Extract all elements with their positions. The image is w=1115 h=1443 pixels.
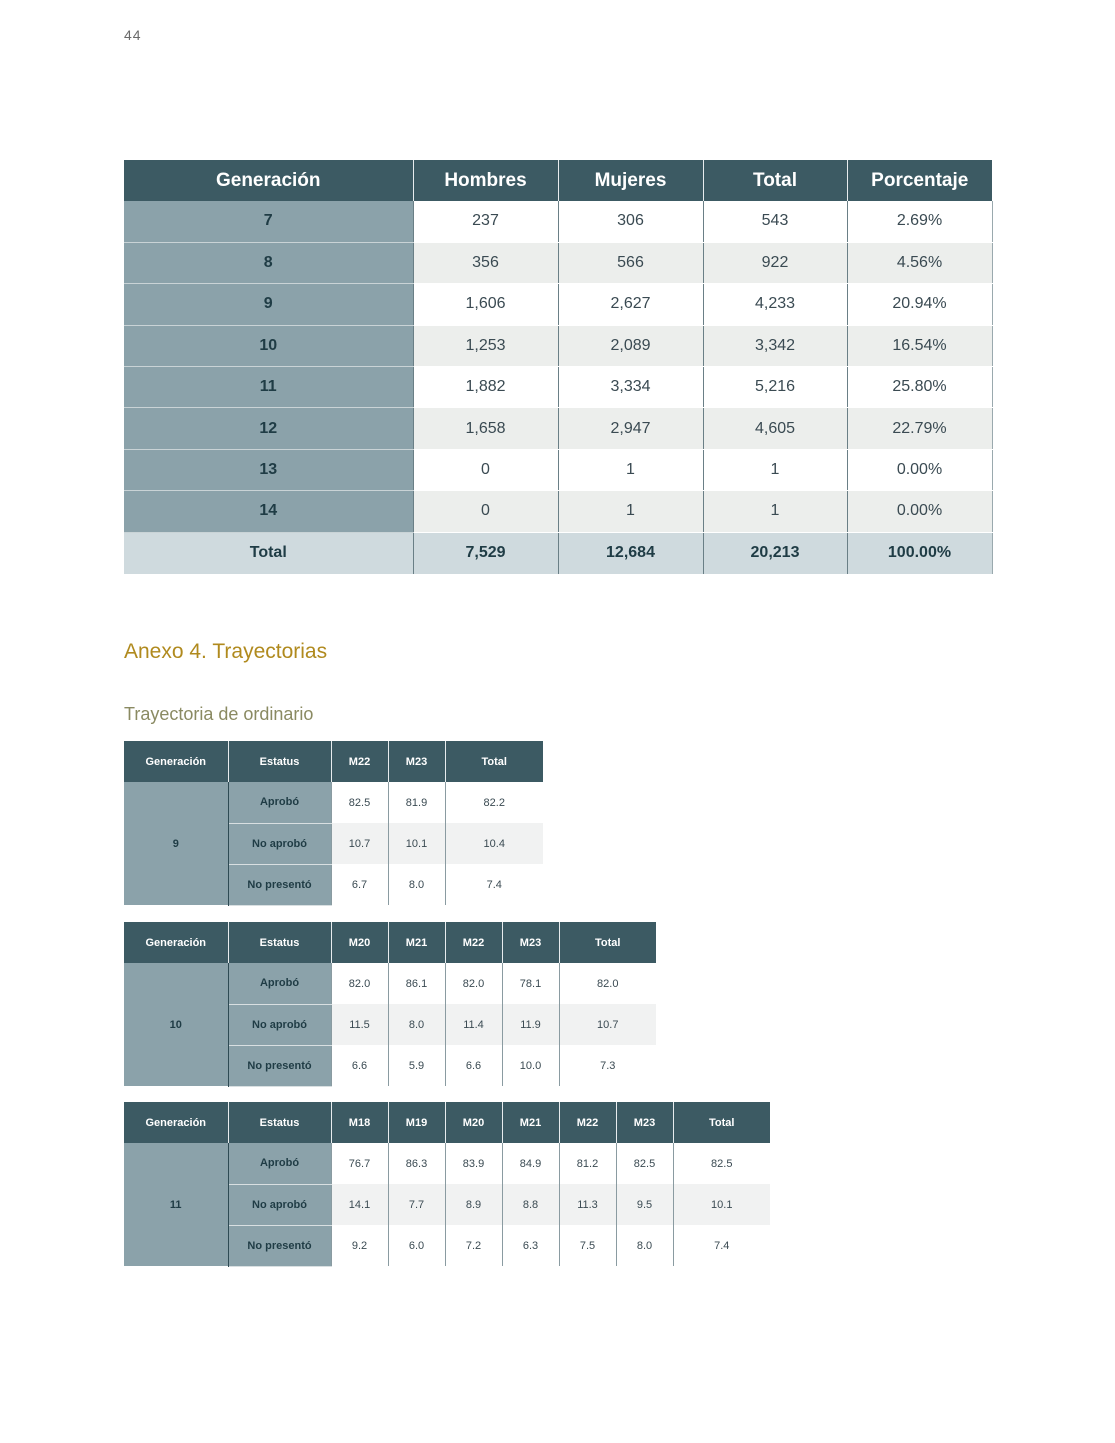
- total-cell: 5,216: [703, 367, 847, 408]
- total-cell: 82.2: [483, 796, 505, 809]
- header-m20: M20: [445, 1102, 502, 1143]
- value-cell: 10.7: [331, 823, 388, 864]
- header-estatus: Estatus: [228, 922, 331, 963]
- total-cell: 3,342: [703, 325, 847, 366]
- total-cell: 82.5: [711, 1157, 733, 1170]
- header-m19: M19: [388, 1102, 445, 1143]
- total-cell: 4,605: [703, 408, 847, 449]
- value-cell: 7.2: [445, 1225, 502, 1266]
- header-mujeres: Mujeres: [558, 160, 703, 201]
- value-cell: 14.1: [331, 1184, 388, 1225]
- generation-cell: 10: [124, 325, 413, 366]
- header-total: Total: [559, 922, 656, 963]
- total-cell: 82.0: [597, 977, 619, 990]
- value-cell: 82.0: [445, 963, 502, 1004]
- mujeres-cell: 1: [558, 449, 703, 490]
- value-cell: 78.1: [502, 963, 559, 1004]
- hombres-cell: 237: [413, 201, 558, 242]
- table-header-row: [124, 741, 543, 782]
- header-estatus: Estatus: [228, 741, 331, 782]
- value-cell: 9.2: [331, 1225, 388, 1266]
- total-cell: 10.7: [559, 1004, 656, 1045]
- porcentaje-cell: 0.00%: [847, 491, 992, 532]
- value-cell: 6.3: [502, 1225, 559, 1266]
- value-cell: 11.5: [331, 1004, 388, 1045]
- value-cell: 8.0: [616, 1225, 673, 1266]
- hombres-cell: 0: [413, 491, 558, 532]
- header-estatus: Estatus: [228, 1102, 331, 1143]
- porcentaje-cell: 0.00%: [847, 449, 992, 490]
- value-cell: 8.0: [388, 864, 445, 905]
- hombres-cell: 0: [413, 449, 558, 490]
- header-hombres: Hombres: [413, 160, 558, 201]
- total-cell: 4,233: [703, 284, 847, 325]
- table-row: [124, 284, 992, 325]
- value-cell: 9.5: [616, 1184, 673, 1225]
- generation-cell: 14: [124, 491, 413, 532]
- table-header-row: [124, 160, 992, 201]
- total-cell: 10.1: [673, 1184, 770, 1225]
- status-cell: No aprobó: [228, 823, 331, 864]
- porcentaje-cell: 22.79%: [847, 408, 992, 449]
- status-cell: No presentó: [228, 1045, 331, 1086]
- total-cell: 7.4: [714, 1239, 730, 1252]
- generation-cell: 8: [124, 242, 413, 283]
- header-m20: M20: [331, 922, 388, 963]
- total-cell: 543: [703, 201, 847, 242]
- total-total-cell: 20,213: [703, 532, 847, 573]
- status-cell: Aprobó: [228, 963, 331, 1004]
- section-title: Anexo 4. Trayectorias: [124, 640, 328, 663]
- mujeres-cell: 3,334: [558, 367, 703, 408]
- value-cell: 8.0: [388, 1004, 445, 1045]
- status-cell: Aprobó: [228, 1143, 331, 1184]
- value-cell: 6.0: [388, 1225, 445, 1266]
- page-number: 44: [124, 27, 142, 43]
- hombres-cell: 1,658: [413, 408, 558, 449]
- value-cell: 82.0: [331, 963, 388, 1004]
- hombres-cell: 1,606: [413, 284, 558, 325]
- header-total: Total: [673, 1102, 770, 1143]
- total-cell: 922: [703, 242, 847, 283]
- value-cell: 86.3: [388, 1143, 445, 1184]
- status-cell: Aprobó: [228, 782, 331, 823]
- status-cell: No presentó: [228, 1225, 331, 1266]
- header-generacion: Generación: [124, 741, 228, 782]
- generation-summary-table: [124, 160, 993, 574]
- hombres-cell: 356: [413, 242, 558, 283]
- header-m22: M22: [559, 1102, 616, 1143]
- value-cell: 82.5: [616, 1143, 673, 1184]
- porcentaje-cell: 25.80%: [847, 367, 992, 408]
- mujeres-cell: 2,089: [558, 325, 703, 366]
- total-cell: 7.3: [600, 1059, 616, 1072]
- generation-cell: 13: [124, 449, 413, 490]
- table-row: [124, 963, 656, 1004]
- value-cell: 6.6: [445, 1045, 502, 1086]
- trajectory-table-gen-10: [124, 922, 656, 1087]
- total-label-cell: Total: [124, 532, 413, 573]
- value-cell: 10.0: [502, 1045, 559, 1086]
- header-m21: M21: [502, 1102, 559, 1143]
- hombres-cell: 1,882: [413, 367, 558, 408]
- header-m23: M23: [388, 741, 445, 782]
- generation-cell: 12: [124, 408, 413, 449]
- table-row: [124, 325, 992, 366]
- header-m22: M22: [445, 922, 502, 963]
- value-cell: 10.1: [388, 823, 445, 864]
- generation-cell: 7: [124, 201, 413, 242]
- generation-cell: 10: [124, 963, 228, 1086]
- trajectory-table-gen-11: [124, 1102, 770, 1267]
- value-cell: 7.5: [559, 1225, 616, 1266]
- trajectory-table-gen-9: [124, 741, 543, 906]
- value-cell: 81.2: [559, 1143, 616, 1184]
- value-cell: 5.9: [388, 1045, 445, 1086]
- mujeres-cell: 306: [558, 201, 703, 242]
- header-generacion: Generación: [124, 922, 228, 963]
- generation-cell: 9: [124, 284, 413, 325]
- porcentaje-cell: 2.69%: [847, 201, 992, 242]
- table-row: [124, 201, 992, 242]
- header-m18: M18: [331, 1102, 388, 1143]
- porcentaje-cell: 20.94%: [847, 284, 992, 325]
- value-cell: 76.7: [331, 1143, 388, 1184]
- status-cell: No aprobó: [228, 1004, 331, 1045]
- generation-cell: 9: [124, 782, 228, 905]
- header-generacion: Generación: [124, 160, 413, 201]
- mujeres-cell: 2,947: [558, 408, 703, 449]
- total-cell: 1: [703, 491, 847, 532]
- mujeres-cell: 1: [558, 491, 703, 532]
- header-m23: M23: [502, 922, 559, 963]
- header-generacion: Generación: [124, 1102, 228, 1143]
- table-row: [124, 491, 992, 532]
- generation-cell: 11: [124, 367, 413, 408]
- value-cell: 6.6: [331, 1045, 388, 1086]
- value-cell: 84.9: [502, 1143, 559, 1184]
- header-m21: M21: [388, 922, 445, 963]
- generation-cell: 11: [124, 1143, 228, 1266]
- table-row: [124, 782, 543, 823]
- value-cell: 11.9: [502, 1004, 559, 1045]
- total-porcentaje-cell: 100.00%: [847, 532, 992, 573]
- mujeres-cell: 566: [558, 242, 703, 283]
- hombres-cell: 1,253: [413, 325, 558, 366]
- header-total: Total: [703, 160, 847, 201]
- value-cell: 11.4: [445, 1004, 502, 1045]
- total-cell: 10.4: [445, 823, 543, 864]
- value-cell: 86.1: [388, 963, 445, 1004]
- mujeres-cell: 2,627: [558, 284, 703, 325]
- total-mujeres-cell: 12,684: [558, 532, 703, 573]
- table-row: [124, 408, 992, 449]
- table-row: [124, 242, 992, 283]
- total-cell: 7.4: [486, 878, 502, 891]
- header-total: Total: [445, 741, 543, 782]
- porcentaje-cell: 16.54%: [847, 325, 992, 366]
- table-row: [124, 449, 992, 490]
- total-hombres-cell: 7,529: [413, 532, 558, 573]
- header-porcentaje: Porcentaje: [847, 160, 992, 201]
- value-cell: 81.9: [388, 782, 445, 823]
- table-header-row: [124, 922, 656, 963]
- value-cell: 82.5: [331, 782, 388, 823]
- total-cell: 1: [703, 449, 847, 490]
- porcentaje-cell: 4.56%: [847, 242, 992, 283]
- status-cell: No presentó: [228, 864, 331, 905]
- value-cell: 7.7: [388, 1184, 445, 1225]
- value-cell: 83.9: [445, 1143, 502, 1184]
- value-cell: 11.3: [559, 1184, 616, 1225]
- value-cell: 8.8: [502, 1184, 559, 1225]
- header-m22: M22: [331, 741, 388, 782]
- value-cell: 8.9: [445, 1184, 502, 1225]
- table-header-row: [124, 1102, 770, 1143]
- subsection-title: Trayectoria de ordinario: [124, 704, 314, 724]
- total-row: [124, 532, 992, 573]
- header-m23: M23: [616, 1102, 673, 1143]
- table-row: [124, 1143, 770, 1184]
- table-row: [124, 367, 992, 408]
- status-cell: No aprobó: [228, 1184, 331, 1225]
- value-cell: 6.7: [331, 864, 388, 905]
